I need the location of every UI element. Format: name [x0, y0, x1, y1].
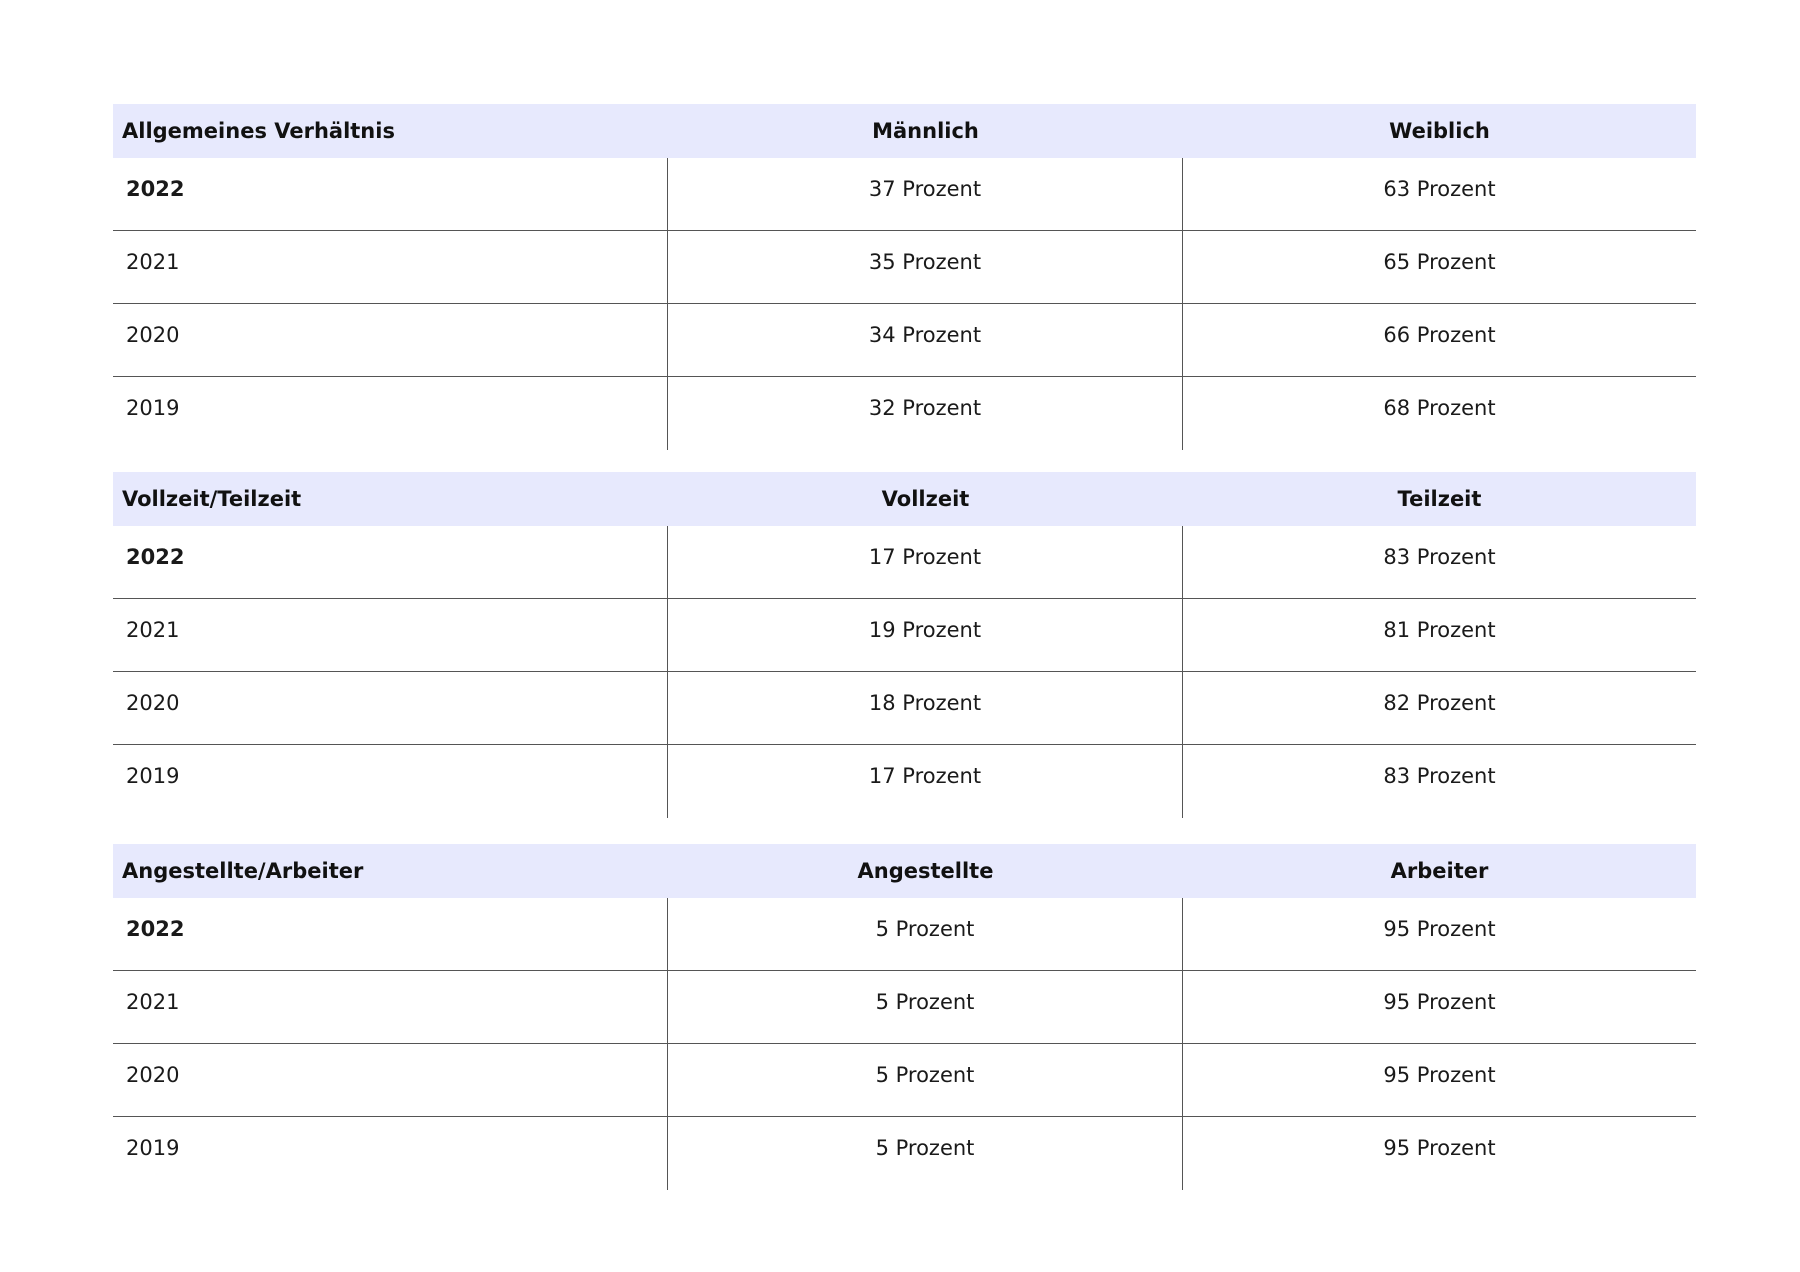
row-year: 2020: [113, 1044, 668, 1116]
row-value-female: 68 Prozent: [1383, 396, 1496, 420]
table-row: [113, 1044, 1696, 1117]
row-year: 2022: [113, 526, 668, 598]
row-year: 2020: [113, 304, 668, 376]
row-year: 2019: [113, 745, 668, 818]
table-row: [113, 898, 1696, 971]
row-value-male: 32 Prozent: [668, 377, 1183, 450]
table-employees-workers: [113, 844, 1696, 1190]
table-row: [113, 971, 1696, 1044]
row-value-parttime: 81 Prozent: [1383, 618, 1496, 642]
row-value-female: 66 Prozent: [1383, 323, 1496, 347]
row-value-male: 37 Prozent: [668, 158, 1183, 230]
header-column-female: Weiblich: [1389, 119, 1490, 143]
row-year: 2021: [113, 971, 668, 1043]
table-row: [113, 672, 1696, 745]
table-row: [113, 745, 1696, 818]
row-year: 2019: [113, 377, 668, 450]
table-row: [113, 304, 1696, 377]
row-value-workers: 95 Prozent: [1383, 1136, 1496, 1160]
row-value-workers: 95 Prozent: [1383, 917, 1496, 941]
row-value-fulltime: 17 Prozent: [668, 526, 1183, 598]
row-value-male: 34 Prozent: [668, 304, 1183, 376]
row-year: 2021: [113, 231, 668, 303]
table-row: [113, 526, 1696, 599]
table-row: [113, 158, 1696, 231]
row-year: 2022: [113, 158, 668, 230]
row-value-male: 35 Prozent: [668, 231, 1183, 303]
row-value-fulltime: 17 Prozent: [668, 745, 1183, 818]
table-fulltime-parttime: [113, 472, 1696, 818]
row-value-female: 63 Prozent: [1383, 177, 1496, 201]
row-value-workers: 95 Prozent: [1383, 1063, 1496, 1087]
table-row: [113, 599, 1696, 672]
header-column-parttime: Teilzeit: [1397, 487, 1482, 511]
row-value-fulltime: 18 Prozent: [668, 672, 1183, 744]
row-value-female: 65 Prozent: [1383, 250, 1496, 274]
table-row: [113, 231, 1696, 304]
row-year: 2020: [113, 672, 668, 744]
row-value-employees: 5 Prozent: [668, 971, 1183, 1043]
table-gender-ratio: [113, 104, 1696, 450]
header-label: Vollzeit/Teilzeit: [122, 487, 302, 511]
row-year: 2019: [113, 1117, 668, 1190]
row-value-fulltime: 19 Prozent: [668, 599, 1183, 671]
row-value-parttime: 83 Prozent: [1383, 545, 1496, 569]
table-row: [113, 1117, 1696, 1190]
header-label: Angestellte/Arbeiter: [122, 859, 364, 883]
table-header: [113, 472, 1696, 526]
header-column-workers: Arbeiter: [1390, 859, 1489, 883]
row-year: 2022: [113, 898, 668, 970]
header-column-male: Männlich: [872, 119, 979, 143]
row-value-employees: 5 Prozent: [668, 898, 1183, 970]
row-value-workers: 95 Prozent: [1383, 990, 1496, 1014]
header-label: Allgemeines Verhältnis: [122, 119, 395, 143]
row-value-employees: 5 Prozent: [668, 1117, 1183, 1190]
row-value-employees: 5 Prozent: [668, 1044, 1183, 1116]
row-value-parttime: 82 Prozent: [1383, 691, 1496, 715]
table-header: [113, 104, 1696, 158]
table-row: [113, 377, 1696, 450]
header-column-fulltime: Vollzeit: [881, 487, 970, 511]
row-year: 2021: [113, 599, 668, 671]
table-header: [113, 844, 1696, 898]
row-value-parttime: 83 Prozent: [1383, 764, 1496, 788]
header-column-employees: Angestellte: [857, 859, 994, 883]
